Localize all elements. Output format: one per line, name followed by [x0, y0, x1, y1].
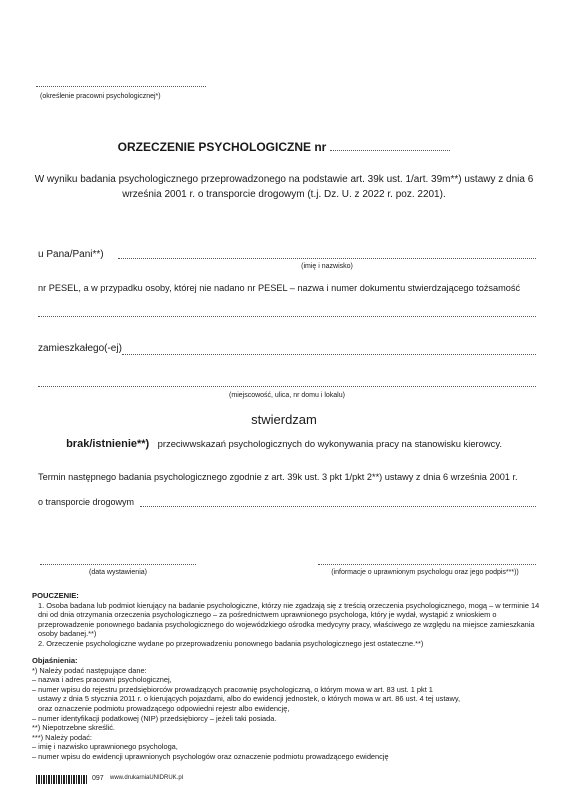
objasnienia-line: – numer wpisu do ewidencji uprawnionych psychologów oraz oznaczenie podmiotu prowadzącego ewidencję — [32, 751, 389, 761]
address-dotted-line-2[interactable] — [38, 386, 536, 387]
date-caption: (data wystawienia) — [89, 569, 147, 576]
footer-code: 097 — [92, 775, 104, 782]
pouczenie-section — [32, 591, 542, 649]
verdict-line — [0, 434, 568, 452]
footer-site: www.drukarniaUNIDRUK.pl — [110, 775, 184, 781]
next-exam-dotted-line[interactable] — [140, 506, 536, 507]
title-text: ORZECZENIE PSYCHOLOGICZNE nr — [117, 140, 327, 154]
stwierdzam-label: stwierdzam — [251, 412, 317, 427]
barcode-icon — [36, 775, 88, 784]
objasnienia-line: – imię i nazwisko uprawnionego psychologa, — [32, 742, 178, 752]
date-dotted-line[interactable] — [40, 564, 196, 565]
objasnienia-line: – numer wpisu do rejestru przedsiębiorców prowadzących pracownię psychologiczną, o którym mowa w art. 83 ust. 1 pkt 1 — [32, 684, 433, 694]
pesel-dotted-line[interactable] — [38, 316, 536, 317]
legal-basis: W wyniku badania psychologicznego przeprowadzonego na podstawie art. 39k ust. 1/art. 39m**) ustawy z dnia 6 września 2001 r. o transporcie drogowym (t.j. Dz. U. z 2022 r. poz. 2201). — [34, 174, 534, 200]
objasnienia-line: ustawy z dnia 5 stycznia 2011 r. o kierujących pojazdami, albo do ewidencji jednostek, o których mowa w art. 86 ust. 4 tej ustawy, — [38, 694, 461, 704]
pouczenie-p1: 1. Osoba badana lub podmiot kierujący na badanie psychologiczne, którzy nie zgadzają się z treścią orzeczenia psychologicznego, mogą – w terminie 14 dni od dnia otrzymania orzeczenia psychologicznego – za pośrednictwem uprawnionego psychologa, który je wydał, wystąpić z wnioskiem o przeprowadzenie ponownego badania psychologicznego do wojewódzkiego ośrodka medycyny pracy, właściwego ze względu na miejsce zamieszkania osoby badanej.**) — [38, 600, 540, 639]
pesel-text: nr PESEL, a w przypadku osoby, której nie nadano nr PESEL – nazwa i numer dokumentu stwierdzającego tożsamość — [38, 283, 521, 293]
workshop-label: (określenie pracowni psychologicznej*) — [40, 93, 161, 100]
address-prefix: zamieszkałego(-ej) — [38, 343, 122, 354]
number-dotted-line[interactable] — [330, 150, 450, 151]
objasnienia-section — [32, 656, 542, 762]
objasnienia-line: – nazwa i adres pracowni psychologicznej, — [32, 675, 172, 685]
psychologist-caption: (informacje o uprawnionym psychologu oraz jego podpis***)) — [331, 569, 519, 576]
objasnienia-line: **) Niepotrzebne skreślić. — [32, 723, 115, 733]
person-prefix: u Pana/Pani**) — [38, 249, 104, 260]
next-exam-line2: o transporcie drogowym — [38, 497, 135, 507]
name-caption: (imię i nazwisko) — [301, 263, 353, 270]
psychologist-dotted-line[interactable] — [318, 564, 536, 565]
objasnienia-line: – numer identyfikacji podatkowej (NIP) przedsiębiorcy – jeżeli taki posiada. — [32, 713, 277, 723]
objasnienia-heading: Objaśnienia: — [32, 656, 78, 665]
next-exam-line1: Termin następnego badania psychologicznego zgodnie z art. 39k ust. 3 pkt 1/pkt 2**) ustawy z dnia 6 września 2001 r. — [38, 472, 518, 482]
pouczenie-heading: POUCZENIE: — [32, 591, 79, 600]
objasnienia-line: oraz oznaczenie podmiotu prowadzącego odpowiedni rejestr albo ewidencję, — [38, 703, 290, 713]
verdict-choice: brak/istnienie**) — [66, 438, 150, 450]
document-title — [0, 140, 568, 154]
objasnienia-line: *) Należy podać następujące dane: — [32, 665, 147, 675]
objasnienia-line: ***) Należy podać: — [32, 732, 92, 742]
address-caption: (miejscowość, ulica, nr domu i lokalu) — [229, 392, 345, 399]
name-dotted-line[interactable] — [118, 258, 536, 259]
pouczenie-p2: 2. Orzeczenie psychologiczne wydane po przeprowadzeniu ponownego badania psychologicznego jest ostateczne.**) — [38, 638, 424, 648]
verdict-rest: przeciwwskazań psychologicznych do wykonywania pracy na stanowisku kierowcy. — [157, 438, 502, 449]
address-dotted-line-1[interactable] — [122, 354, 536, 355]
workshop-dotted-line[interactable] — [36, 86, 206, 87]
